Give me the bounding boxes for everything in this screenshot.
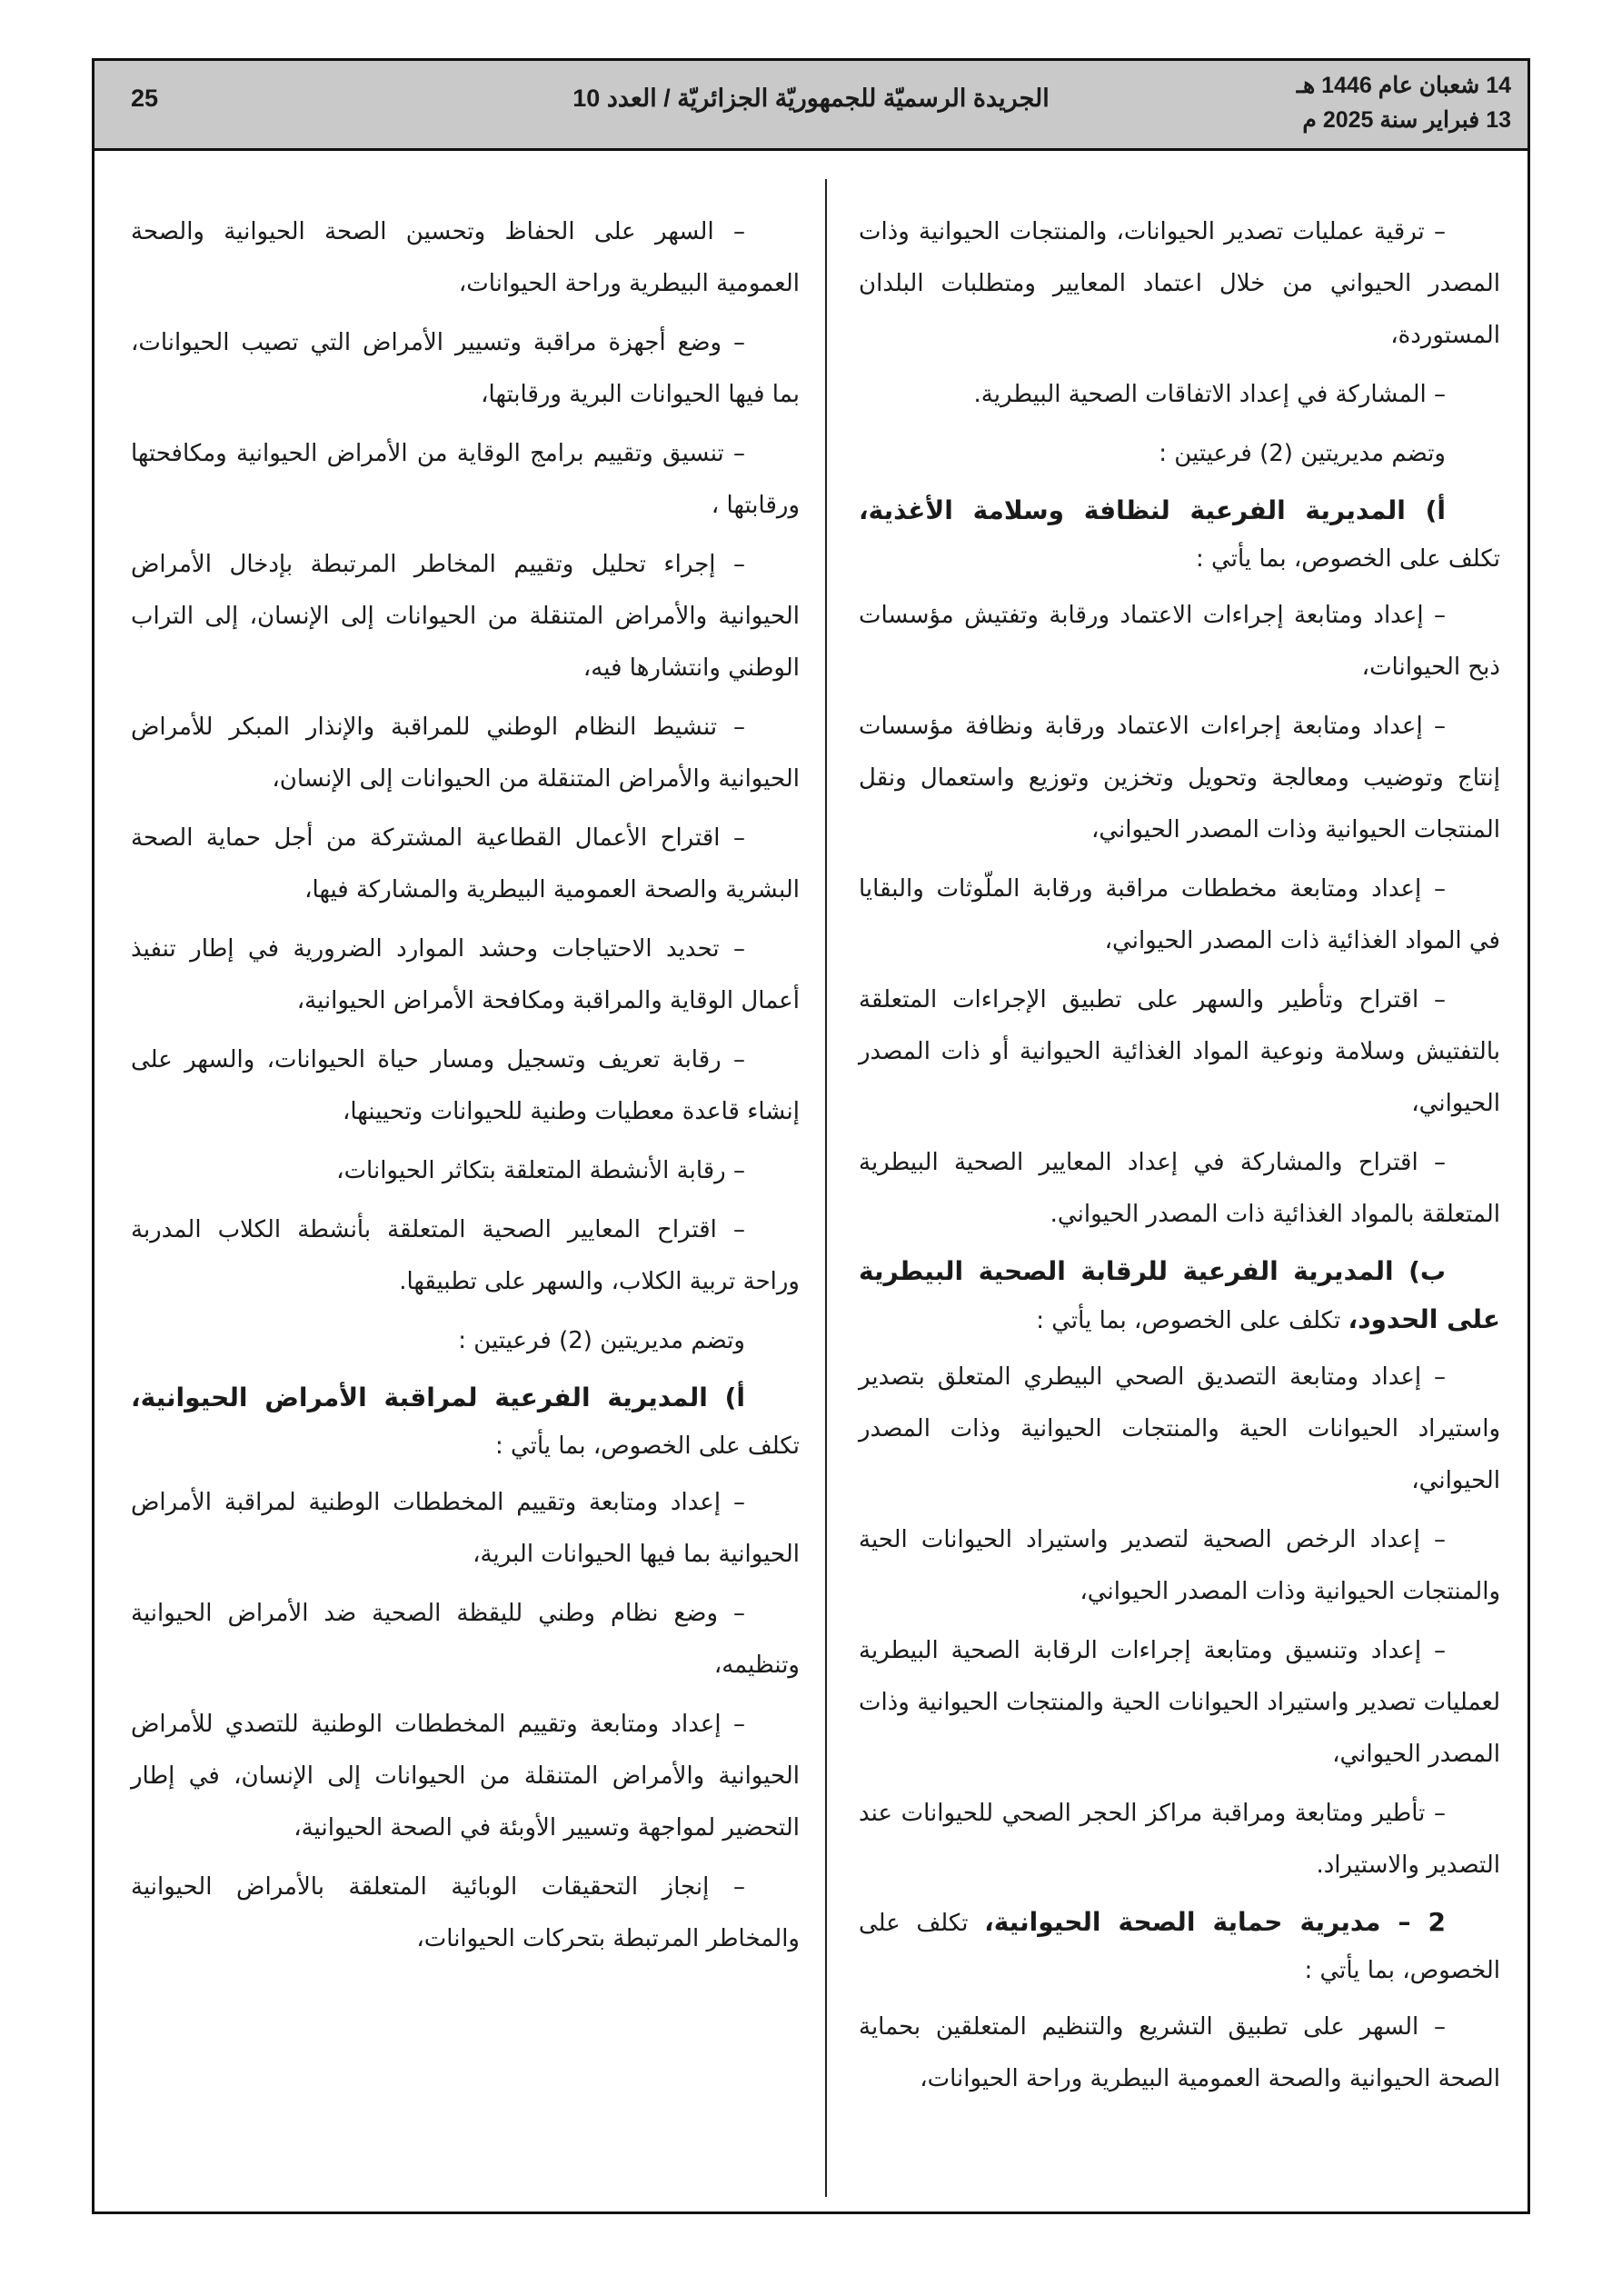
paragraph-text: – اقتراح والمشاركة في إعداد المعايير الصحية البيطرية المتعلقة بالمواد الغذائية ذات المصدر الحيواني. [859, 1149, 1500, 1228]
paragraph [859, 974, 1500, 1130]
paragraph [859, 428, 1500, 480]
paragraph [131, 1588, 800, 1692]
paragraph-text: – تحديد الاحتياجات وحشد الموارد الضرورية في إطار تنفيذ أعمال الوقاية والمراقبة ومكافحة الأمراض الحيوانية، [131, 935, 800, 1014]
date-gregorian: 13 فبراير سنة 2025 م [1302, 107, 1511, 133]
paragraph [859, 590, 1500, 694]
paragraph-text: – اقتراح وتأطير والسهر على تطبيق الإجراءات المتعلقة بالتفتيش وسلامة ونوعية المواد الغذائية الحيوانية أو ذات المصدر الحيواني، [859, 986, 1500, 1117]
paragraph-text: – إعداد ومتابعة وتقييم المخططات الوطنية لمراقبة الأمراض الحيوانية بما فيها الحيوانات البرية، [131, 1489, 800, 1568]
paragraph-text: تكلف على الخصوص، بما يأتي : [1036, 1307, 1348, 1334]
paragraph [859, 701, 1500, 856]
date-hijri: 14 شعبان عام 1446 هـ [1296, 73, 1511, 98]
left-column [131, 206, 800, 1972]
paragraph-text: – رقابة تعريف وتسجيل ومسار حياة الحيوانات، والسهر على إنشاء قاعدة معطيات وطنية للحيوانات وتحيينها، [131, 1046, 800, 1125]
paragraph [131, 1477, 800, 1581]
paragraph [131, 317, 800, 421]
paragraph-text: – إعداد ومتابعة إجراءات الاعتماد ورقابة وتفتيش مؤسسات ذبح الحيوانات، [859, 602, 1500, 681]
paragraph-text: – السهر على الحفاظ وتحسين الصحة الحيوانية والصحة العمومية البيطرية وراحة الحيوانات، [131, 218, 800, 297]
paragraph-text: – إعداد ومتابعة التصديق الصحي البيطري المتعلق بتصدير واستيراد الحيوانات الحية والمنتجات الحيوانية وذات المصدر الحيواني، [859, 1363, 1500, 1494]
paragraph [859, 1137, 1500, 1241]
section-heading [859, 1248, 1500, 1344]
page-number: 25 [131, 85, 159, 112]
paragraph-text: – إعداد الرخص الصحية لتصدير واستيراد الحيوانات الحية والمنتجات الحيوانية وذات المصدر الحيواني، [859, 1526, 1500, 1605]
paragraph-text: – إعداد وتنسيق ومتابعة إجراءات الرقابة الصحية البيطرية لعمليات تصدير واستيراد الحيوانات الحية والمنتجات الحيوانية وذات المصدر الحيواني، [859, 1637, 1500, 1768]
section-heading [859, 487, 1500, 583]
paragraph-text: وتضم مديريتين (2) فرعيتين : [1159, 440, 1446, 467]
paragraph [131, 1034, 800, 1138]
paragraph-text: – إنجاز التحقيقات الوبائية المتعلقة بالأمراض الحيوانية والمخاطر المرتبطة بتحركات الحيوانات، [131, 1873, 800, 1952]
gazette-header [95, 61, 1527, 151]
paragraph [131, 702, 800, 805]
paragraph-text: – اقتراح الأعمال القطاعية المشتركة من أجل حماية الصحة البشرية والصحة العمومية البيطرية والمشاركة فيها، [131, 824, 800, 903]
heading-title: ب) المديرية الفرعية للرقابة الصحية البيطرية على الحدود، [859, 1256, 1500, 1334]
heading-title: أ) المديرية الفرعية لنظافة وسلامة الأغذية، [859, 495, 1446, 525]
paragraph-text: – إجراء تحليل وتقييم المخاطر المرتبطة بإدخال الأمراض الحيوانية والأمراض المتنقلة من الحيوانات إلى الإنسان، إلى التراب الوطني وانتشارها فيه، [131, 551, 800, 682]
paragraph [131, 923, 800, 1027]
section-heading [131, 1374, 800, 1470]
paragraph-text: تكلف على الخصوص، بما يأتي : [495, 1433, 800, 1460]
paragraph [859, 206, 1500, 362]
paragraph-text: وتضم مديريتين (2) فرعيتين : [458, 1327, 745, 1354]
paragraph-text: – تأطير ومتابعة ومراقبة مراكز الحجر الصحي للحيوانات عند التصدير والاستيراد. [859, 1800, 1500, 1879]
paragraph [131, 539, 800, 694]
gazette-title: الجريدة الرسميّة للجمهوريّة الجزائريّة / العدد 10 [572, 85, 1050, 112]
section-heading [859, 1899, 1500, 1994]
paragraph [131, 1315, 800, 1367]
paragraph-text: – وضع أجهزة مراقبة وتسيير الأمراض التي تصيب الحيوانات، بما فيها الحيوانات البرية ورقابتها، [131, 329, 800, 408]
page-frame [92, 58, 1530, 2214]
paragraph [859, 863, 1500, 967]
heading-title: أ) المديرية الفرعية لمراقبة الأمراض الحيوانية، [131, 1383, 745, 1413]
paragraph [131, 1699, 800, 1854]
paragraph [131, 813, 800, 916]
right-column [859, 206, 1500, 2112]
heading-title: 2 – مديرية حماية الصحة الحيوانية، [984, 1907, 1447, 1937]
paragraph [859, 369, 1500, 421]
paragraph-text: – إعداد ومتابعة إجراءات الاعتماد ورقابة ونظافة مؤسسات إنتاج وتوضيب ومعالجة وتحويل وتخزين وتوزيع واستعمال ونقل المنتجات الحيوانية وذات المصدر الحيواني، [859, 713, 1500, 844]
paragraph [859, 1514, 1500, 1618]
paragraph [131, 206, 800, 310]
paragraph-text: تكلف على الخصوص، بما يأتي : [1196, 545, 1500, 573]
paragraph-text: – ترقية عمليات تصدير الحيوانات، والمنتجات الحيوانية وذات المصدر الحيواني من خلال اعتماد المعايير ومتطلبات البلدان المستوردة، [859, 218, 1500, 349]
paragraph-text: – السهر على تطبيق التشريع والتنظيم المتعلقين بحماية الصحة الحيوانية والصحة العمومية البيطرية وراحة الحيوانات، [859, 2013, 1500, 2092]
paragraph-text: – تنسيق وتقييم برامج الوقاية من الأمراض الحيوانية ومكافحتها ورقابتها ، [131, 440, 800, 519]
paragraph [131, 1204, 800, 1308]
paragraph [859, 1788, 1500, 1892]
paragraph [859, 1625, 1500, 1781]
paragraph-text: – رقابة الأنشطة المتعلقة بتكاثر الحيوانات، [336, 1157, 745, 1184]
paragraph [859, 2002, 1500, 2105]
paragraph [859, 1352, 1500, 1507]
paragraph-text: – تنشيط النظام الوطني للمراقبة والإنذار المبكر للأمراض الحيوانية والأمراض المتنقلة من الحيوانات إلى الإنسان، [131, 714, 800, 793]
paragraph [131, 1145, 800, 1197]
paragraph [131, 1862, 800, 1965]
paragraph [131, 428, 800, 532]
paragraph-text: – اقتراح المعايير الصحية المتعلقة بأنشطة الكلاب المدربة وراحة تربية الكلاب، والسهر على تطبيقها. [131, 1216, 800, 1295]
paragraph-text: – إعداد ومتابعة وتقييم المخططات الوطنية للتصدي للأمراض الحيوانية والأمراض المتنقلة من الحيوانات إلى الإنسان، في إطار التحضير لمواجهة وتسيير الأوبئة في الصحة الحيوانية، [131, 1711, 800, 1842]
column-divider [825, 179, 827, 2197]
paragraph-text: تكلف على الخصوص، بما يأتي : [859, 1910, 1500, 1984]
paragraph-text: – المشاركة في إعداد الاتفاقات الصحية البيطرية. [973, 381, 1446, 408]
paragraph-text: – إعداد ومتابعة مخططات مراقبة ورقابة الملّوثات والبقايا في المواد الغذائية ذات المصدر الحيواني، [859, 875, 1500, 954]
paragraph-text: – وضع نظام وطني لليقظة الصحية ضد الأمراض الحيوانية وتنظيمه، [131, 1600, 800, 1679]
